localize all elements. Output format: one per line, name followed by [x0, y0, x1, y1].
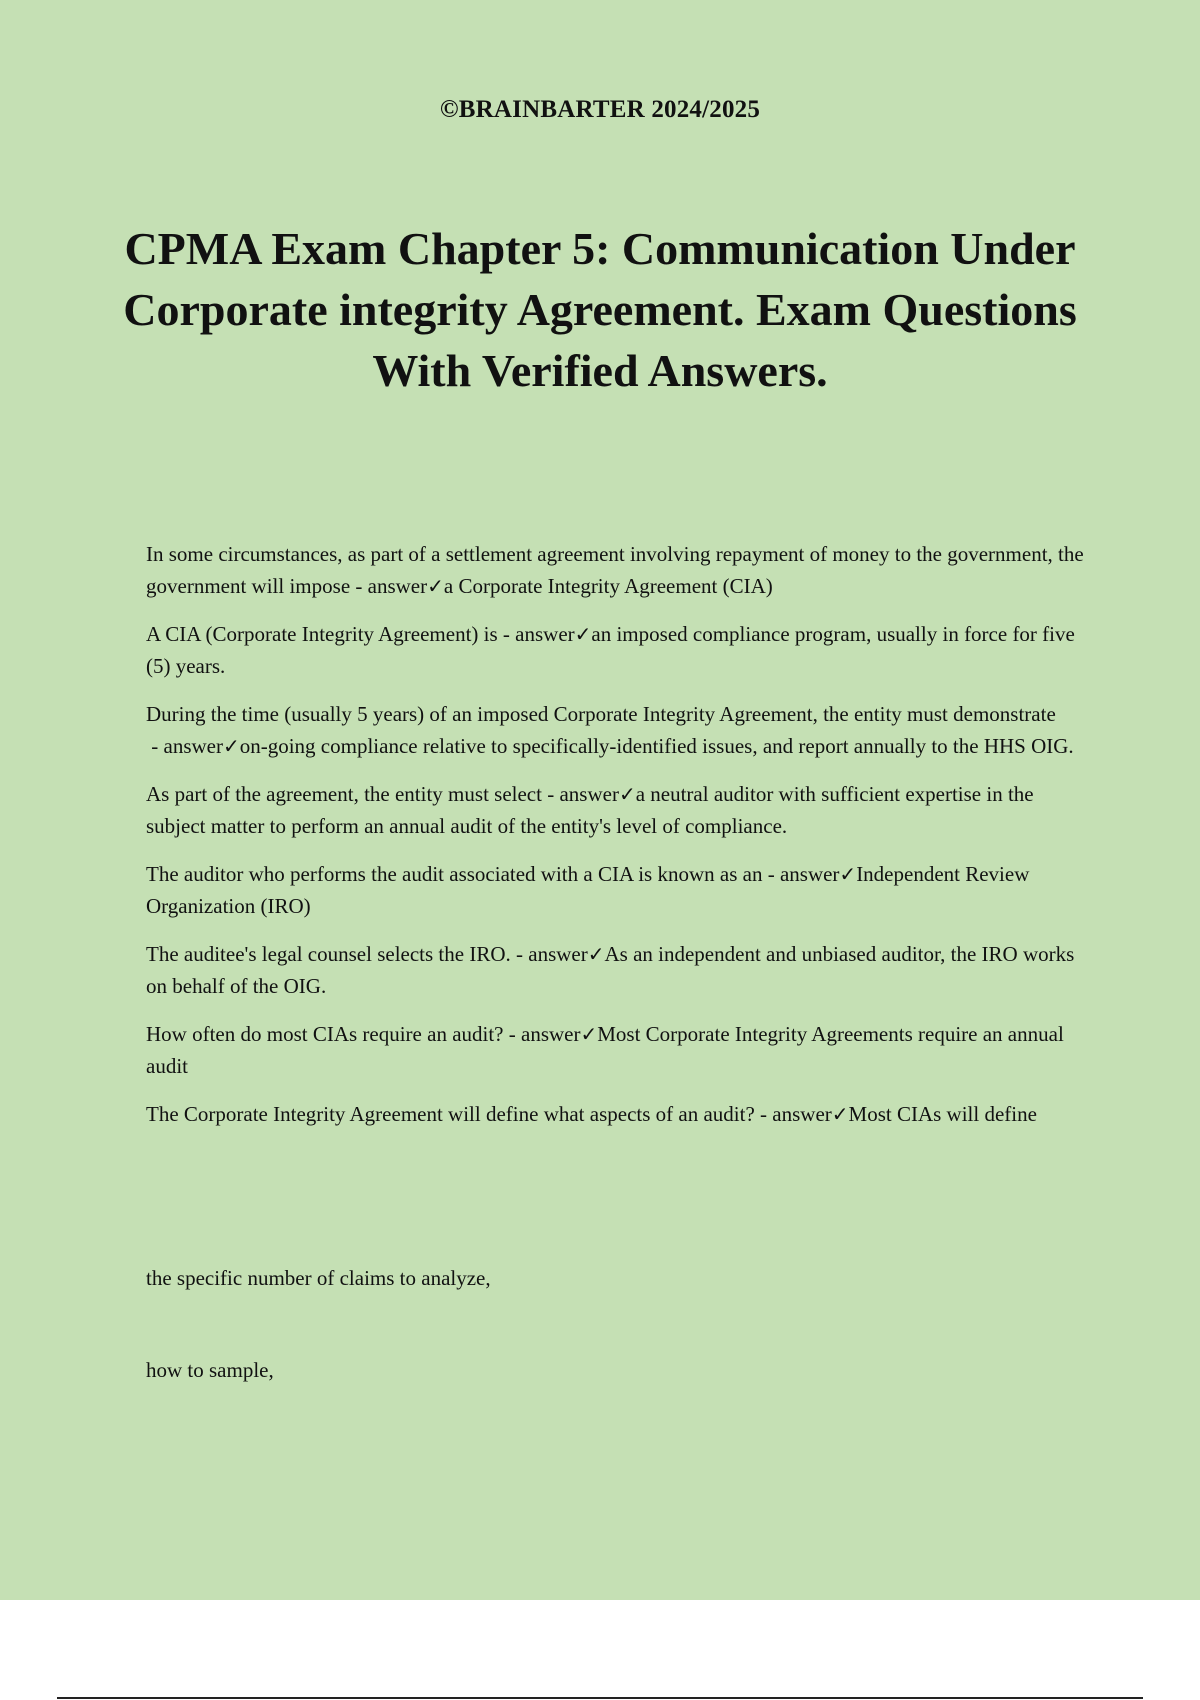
qa-item — [146, 858, 1094, 922]
copyright-header: ©BRAINBARTER 2024/2025 — [439, 96, 761, 123]
answer-separator: - answer — [503, 1022, 581, 1046]
qa-item — [146, 538, 1094, 602]
list-line: how to sample, — [146, 1358, 274, 1382]
answer-text: on-going compliance relative to specifically-identified issues, and report annually to the HHS OIG. — [239, 734, 1074, 758]
answer-separator: - answer — [541, 782, 619, 806]
list-line: the specific number of claims to analyze, — [146, 1266, 491, 1290]
answer-continuation — [146, 1262, 1094, 1446]
qa-list — [146, 538, 1094, 1146]
answer-separator: - answer — [146, 734, 223, 758]
checkmark-icon: ✓ — [427, 574, 444, 598]
checkmark-icon: ✓ — [587, 942, 605, 966]
question-text: A CIA (Corporate Integrity Agreement) is — [146, 622, 498, 646]
answer-separator: - answer — [350, 574, 428, 598]
checkmark-icon: ✓ — [831, 1102, 849, 1126]
answer-text: Most CIAs will define — [848, 1102, 1037, 1126]
qa-item — [146, 1098, 1094, 1130]
answer-text: As an independent and unbiased auditor, the IRO works on behalf of the OIG. — [146, 942, 1075, 998]
question-text: The auditee's legal counsel selects the IRO. — [146, 942, 511, 966]
checkmark-icon: ✓ — [580, 1022, 598, 1046]
answer-separator: - answer — [762, 862, 840, 886]
answer-separator: - answer — [510, 942, 588, 966]
checkmark-icon: ✓ — [574, 622, 592, 646]
answer-text: a neutral auditor with sufficient expertise in the subject matter to perform an annual audit of the entity's level of compliance. — [146, 782, 1034, 838]
question-text: During the time (usually 5 years) of an imposed Corporate Integrity Agreement, the entity must demonstrate — [146, 702, 1056, 726]
checkmark-icon: ✓ — [618, 782, 636, 806]
qa-item — [146, 618, 1094, 682]
question-text: How often do most CIAs require an audit? — [146, 1022, 504, 1046]
answer-text: Most Corporate Integrity Agreements require an annual audit — [146, 1022, 1064, 1078]
question-text: The auditor who performs the audit associated with a CIA is known as an — [146, 862, 763, 886]
answer-separator: - answer — [754, 1102, 832, 1126]
question-text: The Corporate Integrity Agreement will define what aspects of an audit? — [146, 1102, 755, 1126]
document-title: CPMA Exam Chapter 5: Communication Under Corporate integrity Agreement. Exam Questions With Verified Answers. — [123, 223, 1077, 396]
qa-item — [146, 698, 1094, 762]
answer-separator: - answer — [497, 622, 575, 646]
qa-item — [146, 778, 1094, 842]
answer-text: a Corporate Integrity Agreement (CIA) — [443, 574, 773, 598]
answer-text: an imposed compliance program, usually in force for five (5) years. — [146, 622, 1075, 678]
question-text: In some circumstances, as part of a settlement agreement involving repayment of money to the government, the government will impose — [146, 542, 1084, 598]
qa-item — [146, 1018, 1094, 1082]
checkmark-icon: ✓ — [222, 734, 240, 758]
footer-divider — [57, 1697, 1143, 1699]
qa-item — [146, 938, 1094, 1002]
answer-text: Independent Review Organization (IRO) — [146, 862, 1030, 918]
question-text: As part of the agreement, the entity must select — [146, 782, 542, 806]
checkmark-icon: ✓ — [839, 862, 857, 886]
